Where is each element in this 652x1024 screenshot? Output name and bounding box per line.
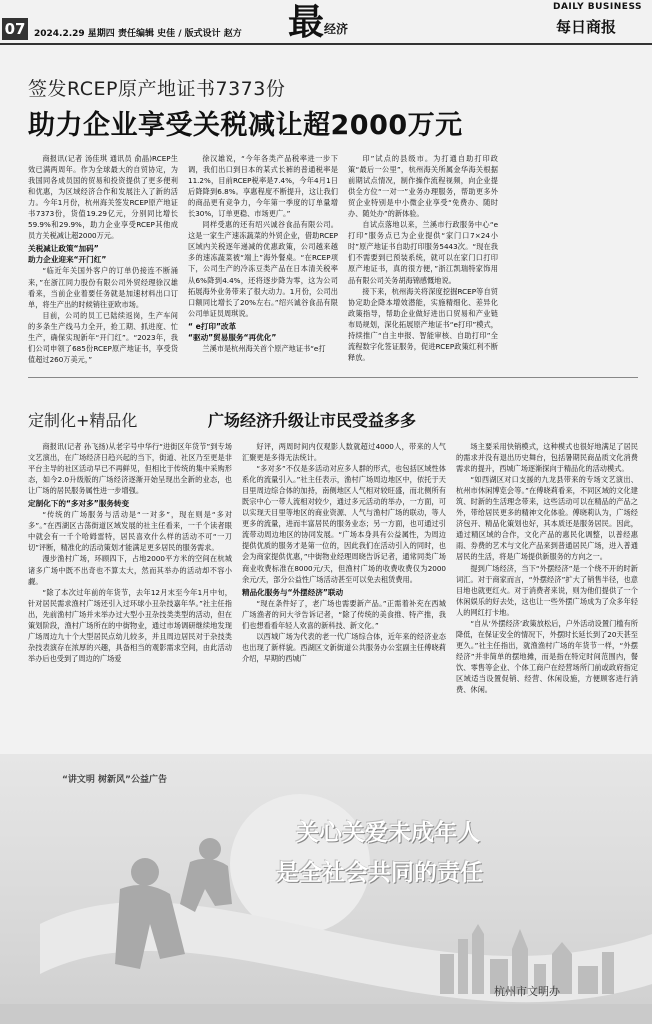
article-divider: [28, 377, 638, 378]
subheading: “驱动”贸易服务“再优化”: [188, 332, 277, 342]
article1-title: 助力企业享受关税减让超2000万元: [28, 110, 463, 141]
paragraph: 同样受惠的还有绍兴诚谷食品有限公司。这是一家生产速冻蔬菜的外贸企业，借助RCEP区域内关税逐年递减的优惠政策，公司越来越多的速冻蔬菜被“端上”海外餐桌。“在RCEP项下，公司生产的冷冻豆类产品在日本清关税率从6%降到4.4%，还将逐步降为零，这为公司拓展海外业务带来了很大动力。1月份，公司出口额同比增长了20%左右。”绍兴诚谷食品有限公司单证员周琪说。: [188, 220, 338, 318]
article2-title: 广场经济升级让市民受益多多: [208, 411, 417, 430]
section-name: 经济: [324, 22, 349, 36]
paragraph: 提到广场经济，当下“外摆经济”是一个绕不开的时新词汇。对于商家而言，“外摆经济”扩大了销售半径，也意目地也就更红火。对于消费者来说，则为他们提供了一个休闲娱乐的好去处，这也让一些外摆广场成为了众多年轻人的网红打卡地。: [456, 563, 638, 617]
subheading: 助力企业迎来“开门红”: [28, 255, 107, 265]
subheading: “ e打印”改革: [188, 321, 237, 331]
subheading: 关税减让政策“加码”: [28, 244, 99, 254]
paragraph: 徐汉雄说，“今年各类产品税率进一步下调，我们出口到日本的某式长裤的普通税率是11.2%，目前RCEP税率是7.4%，今年4月1日后降降到6.8%。享惠程度不断提升，这让我们的商品更有竞争力，今年第一季度的订单量增长30%，订单更稳、市场更广。”: [188, 154, 338, 219]
article2-column-1: [28, 441, 232, 749]
paragraph: “如西湖区对口支援的九龙县带来的专场文艺演出、杭州市休闲博览会等。”在傅晓莉看来，不同区域的文化建筑、时新的生活理念带来，这些活动可以在精品的产品之外，带给居民更多的精神文化体验。傅晓莉认为，广场经济包开、精品化策划也好，其本质还是服务居民。因此，通过精区域的合作，文化产品的惠民化调整，以普经惠雨、券费的艺术与文化产品来到普通居民广场，进入普通居民的生活，将是广场提供新服务的方向之一。: [456, 475, 638, 562]
paragraph: 商报讯(记者 汤佳琪 通讯员 俞晶)RCEP生效已满两周年。作为全球最大的自贸协定，为我国同各成员国的贸易和投资提供了更多便利和优惠，为区域经济合作和发展注入了新的活力。今年1月份，杭州海关签发RCEP原产地证书7373份，货值19.29亿元，分别同比增长59.9%和29.9%，助力企业享受RCEP其他成员方关税减让超2000万元。: [28, 154, 178, 241]
paragraph: 目前，公司的员工已陆续返岗，生产车间的多条生产线马力全开，抢工期、抓进度、忙生产，确保实现新年“开门红”。“2023年，我们公司申领了685份RCEP原产地证书，享受货值超过260万美元，”: [28, 310, 178, 364]
paragraph: 以西城广场为代表的老一代广场综合体，近年来的经济业态也出现了新样貌。西湖区文新街道公共服务办公室副主任傅晓莉介绍，早期的西城广: [242, 631, 446, 663]
article2-column-3: [456, 441, 638, 749]
article2-column-2: [242, 441, 446, 749]
paragraph: “除了本次过年前的年货节，去年12月末至今年1月中旬，针对居民需求渔村广场还引入过环球小丑杂技嘉年华。”社主任指出，先前渔村广场并未举办过大型小丑杂技类类型的活动，但在策划阶段，渔村广场所在的中街物业，通过市场调研继续地发现广场周边九十个大型居民点幼儿较多，并且周边居民对于杂技类杂技表演存在浓厚的兴趣，具备相当的观影需求空间，由此活动举办后也受到了周边的广场爱: [28, 587, 232, 663]
brand-english: DAILY BUSINESS: [553, 2, 643, 12]
date-editor-line: 2024.2.29 星期四 责任编辑 史佳 / 版式设计 赵方: [34, 29, 242, 39]
ad-slogan-line-1: 关心关爱未成年人: [296, 820, 480, 846]
paragraph: “临近年关国外客户的订单仍接连不断涌来，”在浙江同力股份有限公司外贸经理徐汉雄看来，当前企业着要任务就是加速材料出口订单，将生产出的时候销往亚欧市场。: [28, 266, 178, 309]
subheading: 精品化服务与“外摆经济”联动: [242, 587, 344, 597]
article1-subtitle: 签发RCEP原产地证书7373份: [28, 78, 286, 100]
brand-chinese: 每日商报: [556, 18, 617, 36]
article1-column-2: [188, 153, 338, 353]
page-number: 07: [2, 18, 28, 40]
subheading: 定制化下的“多对多”服务转变: [28, 499, 130, 509]
article1-column-1: [28, 153, 178, 364]
paragraph: 漫步渔村广场，环顾四下，占地2000平方米的空间在杭城诸多广场中既不出奇也不算太大，然而其举办的活动却不容小觑。: [28, 554, 232, 586]
paragraph: 自试点落地以来，兰溪市行政服务中心“e打印”服务点已为企业提供“家门口7×24小时”原产地证书自助打印服务5443次。“现在我们不需要到已预装系统，就可以在家门口打印原产地证书，真的很方便，”浙江凯瑞特家饰用品有限公司关务胡海锦感慨地说。: [348, 220, 498, 285]
ad-campaign-label: “讲文明 树新风”公益广告: [62, 775, 167, 785]
paragraph: 场主要采用快销模式，这种模式也很好地满足了居民的需求并没有退出历史舞台，包括暑期民商品质文化消费需求的提升，西城广场逐渐探向于精品化的活动模式。: [456, 442, 638, 474]
paragraph: 商报讯(记者 孙飞扬)从老字号中华行“进街区年货节”到专场文艺演出，在广场经济日趋兴起的当下，街道、社区乃至更是非平台主导的社区活动早已不再鲜见，但相比于传统的集中采购形态，如今2.0升级版的广场经济逐渐开始呈现出全新的业态，也让广场的居民服务属性进一步增强。: [28, 442, 232, 496]
paragraph: 好评，两周时间内仅观影人数就超过4000人，带来的人气汇聚更是多得无法统计。: [242, 442, 446, 463]
ad-slogan-line-2: 是全社会共同的责任: [276, 860, 483, 886]
paragraph: 兰溪市是杭州海关首个原产地证书“e打: [202, 343, 326, 353]
header-divider: [0, 43, 652, 45]
ground-band-shape: [0, 1004, 652, 1024]
paragraph: 接下来，杭州海关将深度挖掘RCEP等自贸协定助企降本增效潜能，实施精细化、差异化政策指导，帮助企业做好进出口贸易和产业链布局规划，深化拓展原产地证书“e打印”模式，持续推广“自主申报、智能审核、自助打印”全流程数字化签证服务，促进RCEP政策红利不断释放。: [348, 286, 498, 362]
paragraph: “现在条件好了，老广场也需要新产品。”正需着补充在西城广场渔者的问大爷告诉记者，“除了传统的美食推、特产推，我们也想看看年轻人欢喜的新科技、新文化。”: [242, 598, 446, 630]
article1-column-3: [348, 153, 498, 362]
paragraph: “传统的广场服务与活动是“一对多”，现在则是“多对多”。”在西湖区古荡街道区域发展的社主任看来，一千个读者眼中就会有一千个哈姆雷特，居民喜欢什么样的活动不可“一刀切”评断，精准化的活动策划才能满足更多居民的服务需求。: [28, 510, 232, 553]
ad-organization: 杭州市文明办: [494, 985, 560, 998]
paragraph: “多对多”不仅是多活动对应多人群的形式，也包括区域性体系化的流量引入。”社主任表示，渔村广场周边地区中，依托于天目里周边综合体的加持，南侧地区人气相对较旺盛，而北侧所有既宗中心一带人流相对较少，通过多元活动的举办，一方面，可以实现天目里等地区的商业资源、人气与渔村广场的联动，等人更多的流量，进而丰富居民的服务业态；另一方面，也可通过引流带动周边地区的协同发展。“广场本身具有公益属性，为周边提供优质的服务才是第一位的，因此我们在活动引入的同时，也会为商家提供优惠，”中街物业经理周晓告诉记者，通常同类广场商业收费标准在8000元/天，但渔村广场的收费收费仅为2000余元/天，部分公益性广场活动甚至可以免去租赁费用。: [242, 464, 446, 584]
paragraph: 印”试点的县级市。为打通自助打印政策“最后一公里”，杭州海关所属金华海关根据前期试点情况，制作操作流程视频，向企业提供全方位“一对一”业务办理服务，帮助更多外贸企业特别是中小微企业享受“免费办、随时办、随处办”的新体验。: [348, 154, 498, 219]
public-service-ad: [0, 754, 652, 1024]
paragraph: “自从‘外摆经济’政策放松后，户外活动设置门槛有所降低，在保证安全的情况下，外摆时长延长到了20天甚至更久。”社主任指出，就渔渔村广场的年货节一样，“外摆经济”并非简单的摆地摊，而是指在特定时间范围内，餐饮、零售等企业、个体工商户在经营场所门前或政府指定区域适当设置促销、经营、休闲设施，方便顾客进行消费、休闲。: [456, 618, 638, 695]
section-logo-char: 最: [288, 1, 325, 43]
article2-subtitle: 定制化+精品化: [28, 411, 138, 430]
